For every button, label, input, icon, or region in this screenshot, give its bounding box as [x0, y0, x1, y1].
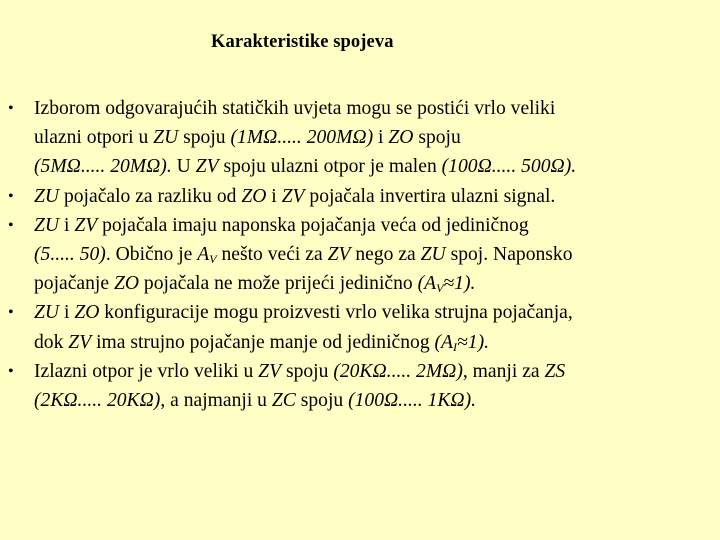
bullet-dot: •: [8, 304, 14, 322]
bullet-item: [0, 357, 712, 415]
bullet-item: [0, 94, 712, 182]
text-segment: ima strujno pojačanje manje od jediničnog: [91, 331, 435, 353]
bullet-line: [34, 298, 712, 327]
text-segment: pojačala imaju naponska pojačanja veća od jediničnog: [97, 214, 529, 236]
text-segment: pojačanje: [34, 273, 114, 295]
bullet-dot: •: [8, 362, 14, 380]
italic-text: (1MΩ..... 200MΩ): [230, 127, 374, 149]
italic-text: (100Ω..... 1KΩ).: [348, 390, 477, 412]
text-segment: spoju ulazni otpor je malen: [218, 156, 442, 178]
text-segment: spoju: [413, 127, 461, 149]
text-segment: konfiguracije mogu proizvesti vrlo velika strujna pojačanja,: [99, 302, 573, 324]
italic-text: ZS: [544, 360, 566, 382]
text-segment: i: [59, 214, 75, 236]
bullet-line: [34, 357, 712, 386]
text-segment: Izlazni otpor je vrlo veliki u: [34, 360, 259, 382]
italic-text: ZU: [153, 127, 179, 149]
italic-text: ZO: [113, 273, 140, 295]
text-segment: , manji za: [462, 360, 545, 382]
text-segment: nego za: [350, 244, 421, 266]
bullet-line: [34, 94, 712, 123]
italic-text: (5..... 50): [34, 244, 106, 266]
subscript-text: V: [436, 281, 444, 296]
italic-text: ≈1).: [457, 331, 489, 353]
italic-text: ZU: [420, 244, 446, 266]
text-segment: dok: [34, 331, 69, 353]
text-segment: . Obično je: [105, 244, 198, 266]
bullet-line: [34, 328, 712, 357]
italic-text: ZU: [34, 214, 60, 236]
italic-text: ZC: [271, 390, 296, 412]
text-segment: i: [266, 185, 282, 207]
italic-text: ZU: [34, 185, 60, 207]
italic-text: ZV: [74, 214, 98, 236]
bullet-line: [34, 240, 712, 269]
italic-text: ZO: [388, 127, 414, 149]
text-segment: nešto veći za: [216, 244, 328, 266]
bullet-line: [34, 269, 712, 298]
italic-text: (2KΩ..... 20KΩ): [34, 390, 161, 412]
italic-text: (100Ω..... 500Ω).: [441, 156, 577, 178]
text-segment: , a najmanji u: [160, 390, 272, 412]
italic-text: (A: [417, 273, 437, 295]
text-segment: spoju: [178, 127, 231, 149]
bullet-dot: •: [8, 216, 14, 234]
subscript-text: I: [453, 339, 458, 354]
text-segment: Izborom odgovarajućih statičkih uvjeta mogu se postići vrlo veliki: [34, 98, 556, 119]
italic-text: ≈1).: [443, 273, 476, 295]
text-segment: U: [171, 156, 196, 178]
bullet-line: [34, 123, 712, 152]
text-segment: pojačalo za razliku od: [59, 185, 242, 207]
slide-title: Karakteristike spojeva: [211, 32, 394, 52]
text-segment: spoj. Naponsko: [445, 244, 573, 266]
italic-text: ZU: [34, 302, 60, 324]
bullet-item: [0, 182, 712, 211]
italic-text: ZV: [327, 244, 351, 266]
italic-text: A: [197, 244, 210, 266]
bullet-line: [34, 211, 712, 240]
bullet-line: [34, 386, 712, 415]
text-segment: pojačala ne može prijeći jedinično: [139, 273, 418, 295]
italic-text: ZV: [281, 185, 305, 207]
italic-text: (20KΩ..... 2MΩ): [333, 360, 463, 382]
text-segment: i: [373, 127, 389, 149]
bullet-list: [0, 94, 712, 415]
text-segment: i: [59, 302, 75, 324]
italic-text: ZO: [74, 302, 100, 324]
italic-text: ZV: [68, 331, 92, 353]
italic-text: ZO: [241, 185, 267, 207]
italic-text: ZV: [195, 156, 219, 178]
text-segment: pojačala invertira ulazni signal.: [304, 185, 556, 207]
italic-text: ZV: [258, 360, 282, 382]
bullet-line: [34, 152, 712, 181]
bullet-line: [34, 182, 712, 211]
bullet-item: [0, 211, 712, 299]
text-segment: spoju: [295, 390, 349, 412]
bullet-item: [0, 298, 712, 356]
bullet-dot: •: [8, 100, 14, 117]
italic-text: (5MΩ..... 20MΩ).: [34, 156, 172, 178]
text-segment: spoju: [281, 360, 334, 382]
subscript-text: V: [209, 252, 217, 267]
italic-text: (A: [434, 331, 454, 353]
text-segment: ulazni otpori u: [34, 127, 154, 149]
bullet-dot: •: [8, 187, 14, 205]
